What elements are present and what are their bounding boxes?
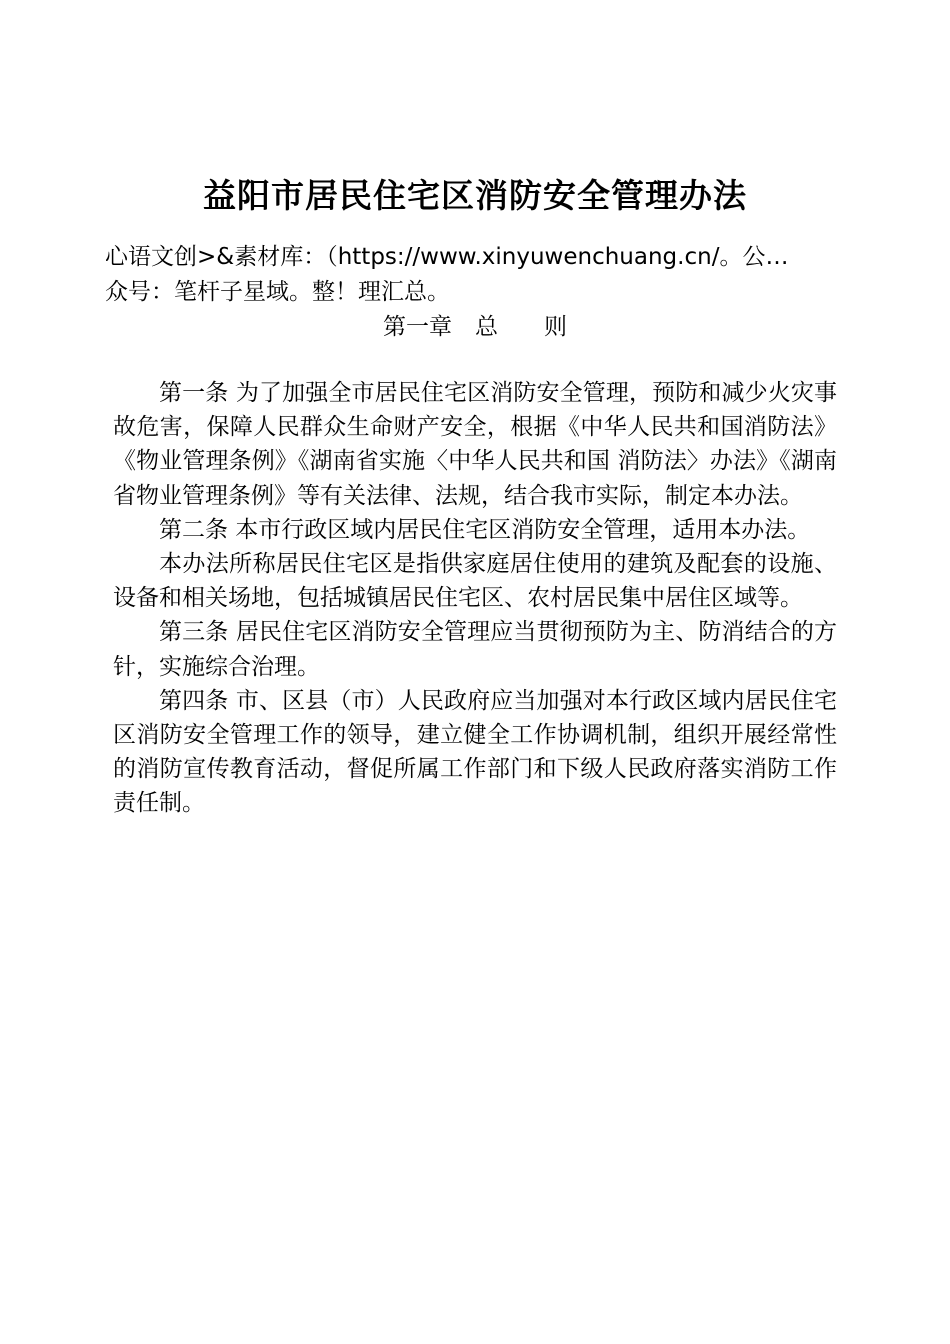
source-note-line-1: 心语文创>&素材库：（https://www.xinyuwenchuang.cn/。公… [105,244,789,270]
paragraph-article-1: 第一条 为了加强全市居民住宅区消防安全管理，预防和减少火灾事故危害，保障人民群众生命财产安全，根据《中华人民共和国消防法》《物业管理条例》《湖南省实施〈中华人民共和国 消防法〉办法》《湖南省物业管理条例》等有关法律、法规，结合我市实际，制定本办法。 [113,380,837,509]
paragraph-article-4: 第四条 市、区县（市）人民政府应当加强对本行政区域内居民住宅区消防安全管理工作的领导，建立健全工作协调机制，组织开展经常性的消防宣传教育活动，督促所属工作部门和下级人民政府落实消防工作责任制。 [113,687,837,817]
paragraph-article-2: 第二条 本市行政区域内居民住宅区消防安全管理，适用本办法。 [159,516,811,543]
paragraph-article-3: 第三条 居民住宅区消防安全管理应当贯彻预防为主、防消结合的方针，实施综合治理。 [113,619,837,680]
document-body [113,376,837,821]
chapter-heading: 第一章 总 则 [383,314,567,340]
paragraph-definition: 本办法所称居民住宅区是指供家庭居住使用的建筑及配套的设施、设备和相关场地，包括城镇居民住宅区、农村居民集中居住区域等。 [113,551,837,612]
source-note [105,240,857,310]
source-note-line-2: 众号：笔杆子星域。整！理汇总。 [105,279,450,305]
document-title: 益阳市居民住宅区消防安全管理办法 [203,176,747,215]
